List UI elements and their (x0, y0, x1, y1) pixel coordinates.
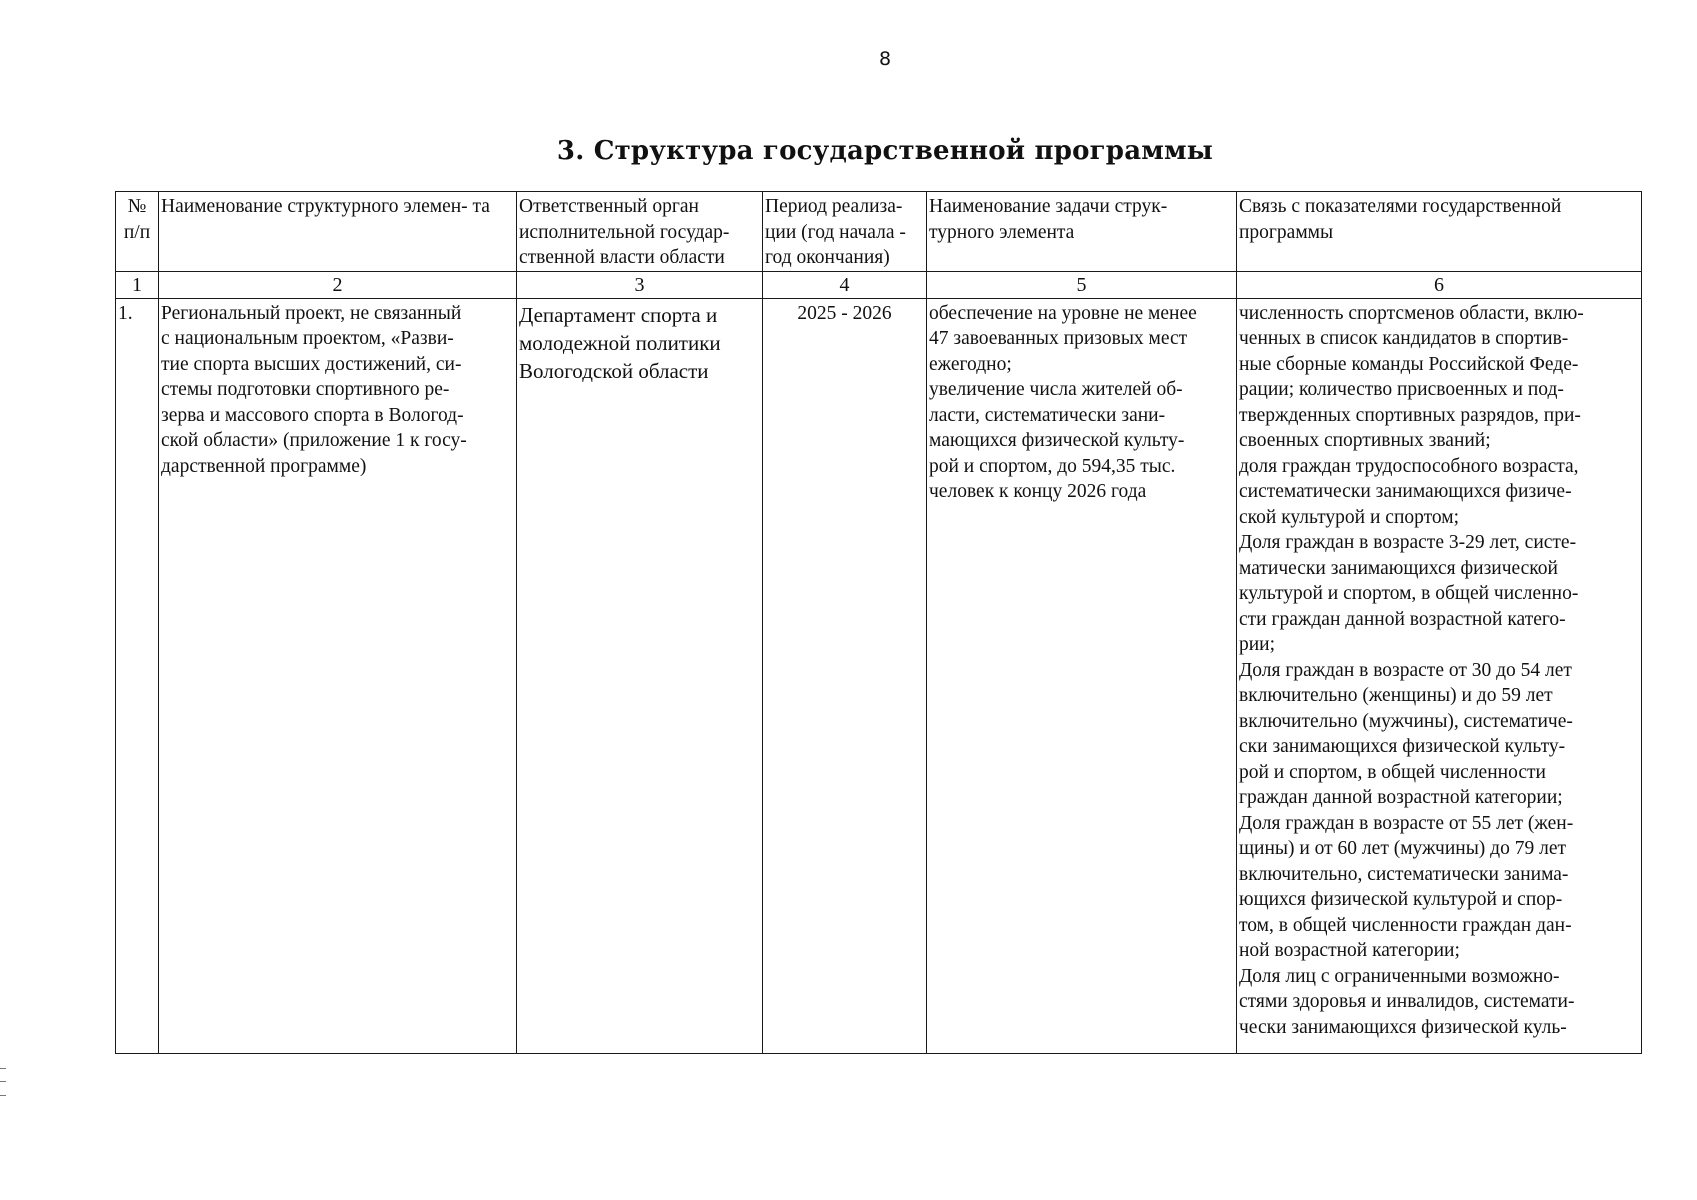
text-line: ченных в список кандидатов в спортив- (1239, 328, 1569, 349)
text-line: ной возрастной категории; (1239, 940, 1460, 961)
table-row (116, 298, 1642, 1053)
text-line: стями здоровья и инвалидов, системати- (1239, 991, 1575, 1012)
row-number: 1. (116, 298, 159, 1053)
text-line: Департамент спорта и (519, 302, 718, 327)
period-cell: 2025 - 2026 (763, 298, 927, 1053)
column-numbers-row (116, 271, 1642, 298)
column-number: 4 (763, 271, 927, 298)
text-line: обеспечение на уровне не менее (929, 302, 1197, 324)
text-line: чески занимающихся физической куль- (1239, 1016, 1567, 1038)
program-structure-table (115, 191, 1642, 1054)
text-line: Региональный проект, не связанный (161, 302, 462, 324)
section-title: 3. Структура государственной программы (556, 136, 1214, 166)
text-line: дарственной программе) (161, 455, 367, 477)
text-line: своенных спортивных званий; (1239, 430, 1491, 451)
header-indicators-link: Связь с показателями государственной программы (1237, 192, 1642, 272)
text-line: ски занимающихся физической культу- (1239, 736, 1566, 757)
text-line: граждан данной возрастной категории; (1239, 787, 1563, 808)
responsible-body-cell (517, 298, 763, 1053)
text-line: матически занимающихся физической (1239, 557, 1558, 579)
column-number: 2 (159, 271, 517, 298)
scan-margin-mark (0, 1068, 6, 1096)
text-line: культурой и спортом, в общей численно- (1239, 583, 1579, 604)
indicators-cell (1237, 298, 1642, 1053)
text-line: ласти, систематически зани- (929, 404, 1166, 426)
page-number: 8 (878, 48, 892, 70)
text-line: Доля граждан в возрасте от 55 лет (жен- (1239, 812, 1574, 834)
text-line: рии; (1239, 634, 1276, 655)
text-line: ской области» (приложение 1 к госу- (161, 430, 467, 451)
text-line: Доля граждан в возрасте от 30 до 54 лет (1239, 659, 1572, 681)
text-line: Доля лиц с ограниченными возможно- (1239, 965, 1560, 987)
text-line: доля граждан трудоспособного возраста, (1239, 455, 1579, 477)
text-line: мающихся физической культу- (929, 430, 1185, 451)
text-line: рой и спортом, в общей численности (1239, 761, 1546, 783)
text-line: ежегодно; (929, 353, 1012, 375)
text-line: включительно (мужчины), систематиче- (1239, 710, 1573, 732)
text-line: рации; количество присвоенных и под- (1239, 379, 1564, 400)
column-number: 1 (116, 271, 159, 298)
text-line: ные сборные команды Российской Феде- (1239, 353, 1579, 375)
header-responsible-body: Ответственный орган исполнительной государ- ственной власти области (517, 192, 763, 272)
header-element-name: Наименование структурного элемен- та (159, 192, 517, 272)
text-line: 47 завоеванных призовых мест (929, 328, 1188, 349)
column-number: 5 (927, 271, 1237, 298)
text-line: человек к концу 2026 года (929, 481, 1147, 502)
header-task-name: Наименование задачи струк- турного элемента (927, 192, 1237, 272)
text-line: с национальным проектом, «Разви- (161, 328, 454, 349)
text-line: тие спорта высших достижений, си- (161, 353, 462, 375)
text-line: ской культурой и спортом; (1239, 506, 1460, 528)
tasks-cell (927, 298, 1237, 1053)
text-line: зерва и массового спорта в Вологод- (161, 404, 464, 426)
header-number: № п/п (116, 192, 159, 272)
text-line: включительно (женщины) и до 59 лет (1239, 685, 1553, 706)
text-line: включительно, систематически занима- (1239, 863, 1569, 885)
text-line: стемы подготовки спортивного ре- (161, 379, 450, 400)
text-line: систематически занимающихся физиче- (1239, 481, 1572, 502)
column-number: 6 (1237, 271, 1642, 298)
text-line: Вологодской области (519, 358, 709, 383)
text-line: Доля граждан в возрасте 3-29 лет, систе- (1239, 532, 1577, 553)
text-line: молодежной политики (519, 330, 721, 355)
text-line: сти граждан данной возрастной катего- (1239, 608, 1566, 630)
column-number: 3 (517, 271, 763, 298)
text-line: щины) и от 60 лет (мужчины) до 79 лет (1239, 838, 1567, 859)
text-line: рой и спортом, до 594,35 тыс. (929, 455, 1176, 477)
text-line: увеличение числа жителей об- (929, 379, 1183, 400)
text-line: том, в общей численности граждан дан- (1239, 914, 1572, 936)
header-period: Период реализа- ции (год начала - год окончания) (763, 192, 927, 272)
text-line: численность спортсменов области, вклю- (1239, 302, 1584, 324)
text-line: твержденных спортивных разрядов, при- (1239, 404, 1581, 426)
table-header-row (116, 192, 1642, 272)
element-name-cell (159, 298, 517, 1053)
text-line: ющихся физической культурой и спор- (1239, 889, 1563, 910)
